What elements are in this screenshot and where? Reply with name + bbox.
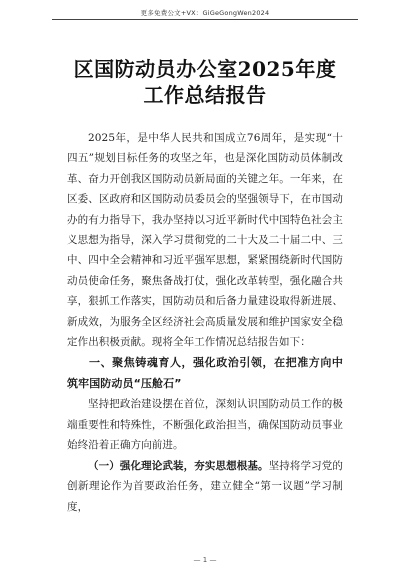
intro-paragraph: 2025年，是中华人民共和国成立76周年，是实现“十四五”规划目标任务的攻坚之年，也是深化国防动员体制改革、奋力开创我区国防动员新局面的关键之年。一年来，在区委、区政府和区国防动员委员会的坚强领导下，在市国动办的有力指导下，我办坚持以习近平新时代中国特色社会主义思想为指导，深入学习贯彻党的二十大及二十届二中、三中、四中全会精神和习近平强军思想，紧紧围绕新时代国防动员使命任务，聚焦备战打仗，强化改革转型，强化融合共享，狠抓工作落实，国防动员和后备力量建设取得新进展、新成效，为服务全区经济社会高质量发展和维护国家安全稳定作出积极贡献。现将全年工作情况总结报告如下： <box>67 132 343 349</box>
subsection-heading-1: （一）强化理论武装，夯实思想根基。 <box>88 459 269 472</box>
page-header: 更多免费公文+VX：GiGeGongWen2024 <box>140 9 270 17</box>
document-body <box>67 128 343 517</box>
subsection-text-1: 坚持将学习党的创新理论作为首要政治任务，建立健全“第一议题”学习制度， <box>67 459 343 513</box>
section-1-paragraph: 坚持把政治建设摆在首位，深刻认识国防动员工作的极端重要性和特殊性，不断强化政治担当，确保国防动员事业始终沿着正确方向前进。 <box>67 398 343 452</box>
section-heading-1: 一、聚焦铸魂育人，强化政治引领，在把准方向中筑牢国防动员“压舱石” <box>67 356 343 391</box>
header-divider <box>52 19 358 20</box>
document-title: 区国防动员办公室2025年度工作总结报告 <box>73 57 337 107</box>
page-number: — 1 — <box>193 556 217 564</box>
subsection-paragraph-1 <box>67 456 343 517</box>
